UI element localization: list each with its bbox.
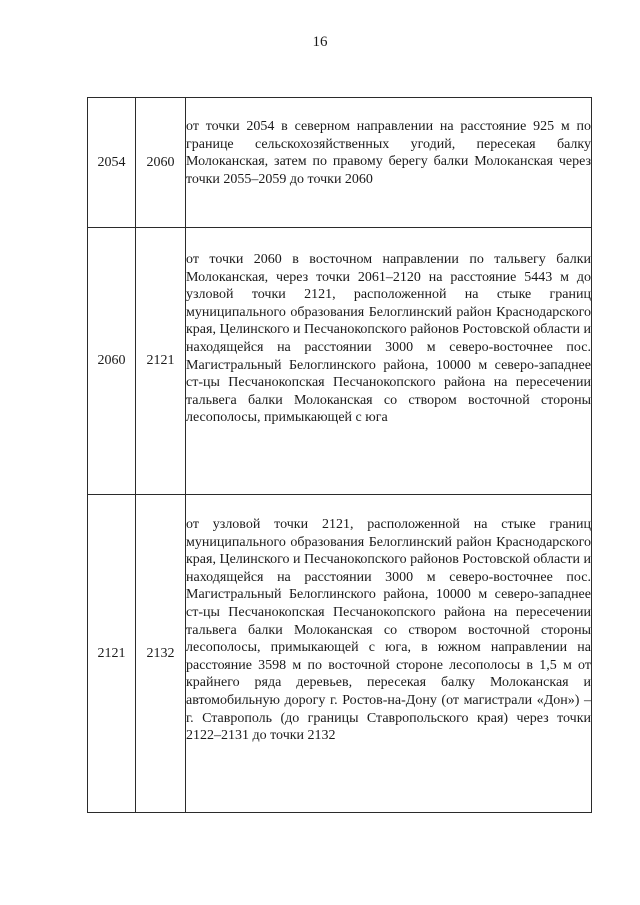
to-point-cell: 2060 bbox=[136, 98, 186, 228]
route-description-cell: от точки 2060 в восточном направлении по тальвегу балки Молоканская, через точки 2061–2120 на расстояние 5443 м до узловой точки 2121, расположенной на стыке границ муниципального образования Белоглинский район Краснодарского края, Целинского и Песчанокопского районов Ростовской области и находящейся на расстоянии 3000 м северо-восточнее пос. Магистральный Белоглинского района, 10000 м северо-западнее ст-цы Песчанокопская Песчанокопского района на пересечении тальвега балки Молоканская со створом восточной стороны лесополосы, примыкающей с юга bbox=[186, 228, 592, 495]
table-row bbox=[88, 228, 592, 495]
to-point-cell: 2132 bbox=[136, 495, 186, 813]
page-number: 16 bbox=[312, 34, 328, 50]
from-point-cell: 2060 bbox=[88, 228, 136, 495]
from-point-cell: 2054 bbox=[88, 98, 136, 228]
from-point-cell: 2121 bbox=[88, 495, 136, 813]
boundary-description-table bbox=[87, 97, 592, 813]
route-description-cell: от узловой точки 2121, расположенной на стыке границ муниципального образования Белоглинский район Краснодарского края, Целинского и Песчанокопского районов Ростовской области и находящейся на расстоянии 3000 м северо-восточнее пос. Магистральный Белоглинского района, 10000 м северо-западнее ст-цы Песчанокопская Песчанокопского района на пересечении тальвега балки Молоканская со створом восточной стороны лесополосы, примыкающей с юга, в южном направлении на расстояние 3598 м по восточной стороне лесополосы в 1,5 м от крайнего ряда деревьев, пересекая балку Молоканская и автомобильную дорогу г. Ростов-на-Дону (от магистрали «Дон») – г. Ставрополь (до границы Ставропольского края) через точки 2122–2131 до точки 2132 bbox=[186, 495, 592, 813]
to-point-cell: 2121 bbox=[136, 228, 186, 495]
table-row bbox=[88, 495, 592, 813]
table-row bbox=[88, 98, 592, 228]
route-description-cell: от точки 2054 в северном направлении на расстояние 925 м по границе сельскохозяйственных угодий, пересекая балку Молоканская, затем по правому берегу балки Молоканская через точки 2055–2059 до точки 2060 bbox=[186, 98, 592, 228]
